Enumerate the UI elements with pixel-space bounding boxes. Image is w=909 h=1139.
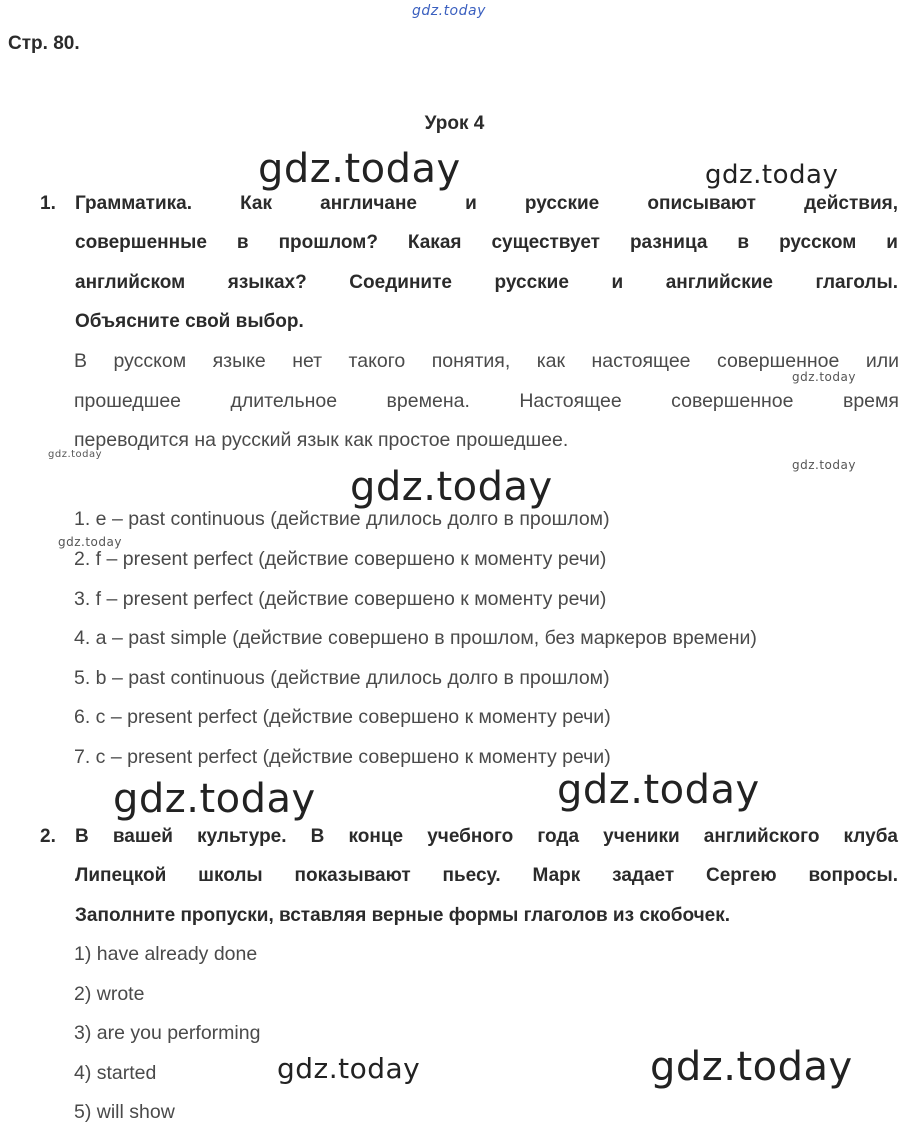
watermark: gdz.today: [277, 1052, 421, 1085]
explanation-line: В русском языке нет такого понятия, как настоящее совершенное или: [74, 350, 899, 372]
task-2-answer: 3) are you performing: [74, 1022, 261, 1044]
task-1-explanation: [74, 342, 899, 461]
explanation-line: прошедшее длительное времена. Настоящее совершенное время: [74, 389, 899, 412]
watermark: gdz.today: [557, 767, 760, 813]
task-2-prompt: [75, 817, 898, 935]
watermark: gdz.today: [650, 1044, 853, 1090]
watermark: gdz.today: [792, 458, 856, 472]
task-2-answer: 2) wrote: [74, 983, 145, 1005]
site-watermark-top: gdz.today: [412, 3, 486, 19]
task-1-answer: 3. f – present perfect (действие совершено к моменту речи): [74, 588, 607, 610]
task-1-prompt-line: английском языках? Соедините русские и английские глаголы.: [75, 271, 898, 293]
watermark: gdz.today: [792, 370, 856, 384]
task-2-answer: 1) have already done: [74, 943, 258, 965]
watermark: gdz.today: [705, 160, 839, 190]
task-1-prompt-line: совершенные в прошлом? Какая существует разница в русском и: [75, 232, 898, 254]
task-2-number: 2.: [40, 826, 56, 847]
watermark: gdz.today: [58, 535, 122, 549]
task-1-answer: 1. e – past continuous (действие длилось долго в прошлом): [74, 508, 610, 530]
task-2-prompt-line: Заполните пропуски, вставляя верные формы глаголов из скобочек.: [75, 904, 731, 926]
task-1-prompt-line: Грамматика. Как англичане и русские описывают действия,: [75, 193, 898, 214]
watermark: gdz.today: [48, 449, 103, 460]
task-1-answer: 5. b – past continuous (действие длилось долго в прошлом): [74, 667, 610, 689]
task-2-prompt-line: В вашей культуре. В конце учебного года ученики английского клуба: [75, 826, 898, 847]
task-1-prompt-line: Объясните свой выбор.: [75, 310, 304, 332]
task-1-answer: 4. a – past simple (действие совершено в прошлом, без маркеров времени): [74, 627, 757, 649]
task-2-prompt-line: Липецкой школы показывают пьесу. Марк задает Сергею вопросы.: [75, 865, 898, 887]
lesson-title: Урок 4: [424, 113, 485, 134]
task-1-answer: 7. c – present perfect (действие совершено к моменту речи): [74, 746, 611, 768]
watermark: gdz.today: [113, 776, 316, 822]
task-2-answer: 4) started: [74, 1062, 157, 1084]
watermark: gdz.today: [258, 146, 461, 192]
task-1-answer: 6. c – present perfect (действие совершено к моменту речи): [74, 706, 611, 728]
task-1-prompt: [75, 184, 898, 341]
page-reference: Стр. 80.: [8, 33, 80, 54]
watermark: gdz.today: [350, 464, 553, 510]
task-1-answer: 2. f – present perfect (действие совершено к моменту речи): [74, 548, 607, 570]
task-2-answer: 5) will show: [74, 1101, 175, 1123]
explanation-line: переводится на русский язык как простое прошедшее.: [74, 429, 569, 451]
task-1-number: 1.: [40, 193, 56, 214]
